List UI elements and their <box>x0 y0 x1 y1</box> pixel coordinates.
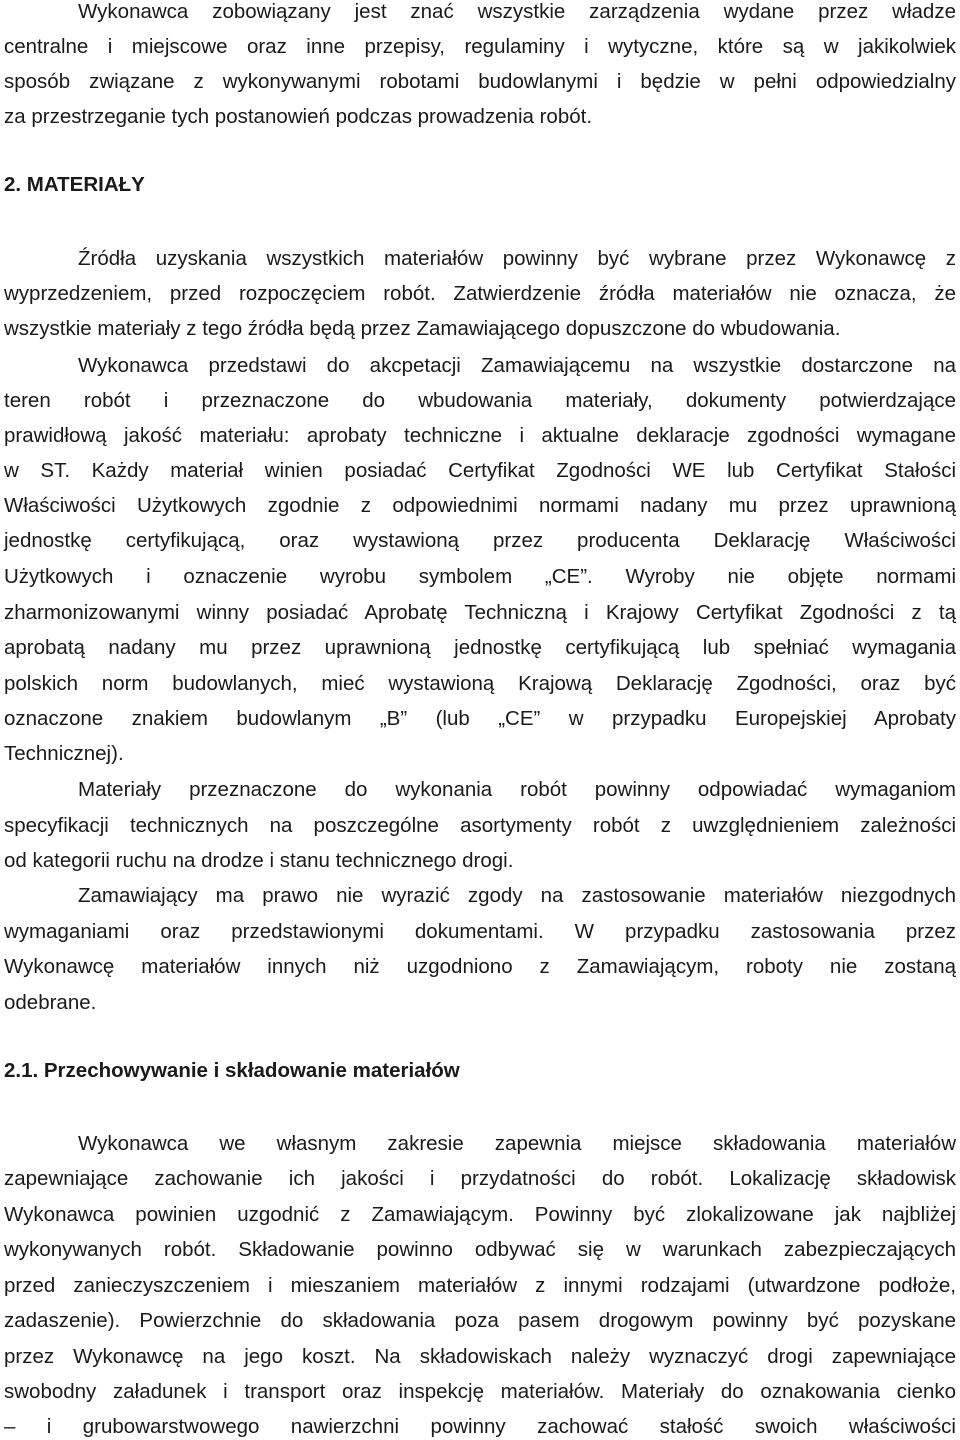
text-line: Wykonawca zobowiązany jest znać wszystkie zarządzenia wydane przez władze <box>78 0 956 23</box>
text-line: sposób związane z wykonywanymi robotami budowlanymi i będzie w pełni odpowiedzialny <box>4 70 956 93</box>
text-line: Wykonawca we własnym zakresie zapewnia miejsce składowania materiałów <box>78 1132 956 1155</box>
text-line: za przestrzeganie tych postanowień podczas prowadzenia robót. <box>4 105 593 128</box>
text-line: wykonywanych robót. Składowanie powinno odbywać się w warunkach zabezpieczających <box>4 1238 956 1261</box>
text-line: jednostkę certyfikującą, oraz wystawioną przez producenta Deklarację Właściwości <box>4 529 956 552</box>
text-line: zadaszenie). Powierzchnie do składowania poza pasem drogowym powinny być pozyskane <box>4 1309 956 1332</box>
text-line: prawidłową jakość materiału: aprobaty techniczne i aktualne deklaracje zgodności wymagane <box>4 424 956 447</box>
section-heading: 2.1. Przechowywanie i składowanie materiałów <box>4 1059 460 1082</box>
text-line: polskich norm budowlanych, mieć wystawioną Krajową Deklarację Zgodności, oraz być <box>4 672 956 695</box>
text-line: w ST. Każdy materiał winien posiadać Certyfikat Zgodności WE lub Certyfikat Stałości <box>4 459 956 482</box>
text-line: od kategorii ruchu na drodze i stanu technicznego drogi. <box>4 849 514 872</box>
text-line: Wykonawca przedstawi do akcpetacji Zamawiającemu na wszystkie dostarczone na <box>78 354 956 377</box>
text-line: teren robót i przeznaczone do wbudowania materiały, dokumenty potwierdzające <box>4 389 956 412</box>
text-line: Zamawiający ma prawo nie wyrazić zgody na zastosowanie materiałów niezgodnych <box>78 884 956 907</box>
text-line: odebrane. <box>4 991 97 1014</box>
text-line: Właściwości Użytkowych zgodnie z odpowiednimi normami nadany mu przez uprawnioną <box>4 494 956 517</box>
text-line: zharmonizowanymi winny posiadać Aprobatę Techniczną i Krajowy Certyfikat Zgodności z tą <box>4 601 956 624</box>
text-line: przed zanieczyszczeniem i mieszaniem materiałów z innymi rodzajami (utwardzone podłoże, <box>4 1274 956 1297</box>
text-line: Wykonawcę materiałów innych niż uzgodniono z Zamawiającym, roboty nie zostaną <box>4 955 956 978</box>
text-line: Materiały przeznaczone do wykonania robót powinny odpowiadać wymaganiom <box>78 778 956 801</box>
text-line: oznaczone znakiem budowlanym „B” (lub „CE” w przypadku Europejskiej Aprobaty <box>4 707 956 730</box>
text-line: centralne i miejscowe oraz inne przepisy, regulaminy i wytyczne, które są w jakikolwiek <box>4 35 956 58</box>
text-line: wszystkie materiały z tego źródła będą przez Zamawiającego dopuszczone do wbudowania. <box>4 317 841 340</box>
text-line: Źródła uzyskania wszystkich materiałów powinny być wybrane przez Wykonawcę z <box>78 247 956 270</box>
text-line: Wykonawca powinien uzgodnić z Zamawiającym. Powinny być zlokalizowane jak najbliżej <box>4 1203 956 1226</box>
text-line: wymaganiami oraz przedstawionymi dokumentami. W przypadku zastosowania przez <box>4 920 956 943</box>
text-line: zapewniające zachowanie ich jakości i przydatności do robót. Lokalizację składowisk <box>4 1167 956 1190</box>
text-line: – i grubowarstwowego nawierzchni powinny zachować stałość swoich właściwości <box>4 1415 956 1438</box>
text-line: Użytkowych i oznaczenie wyrobu symbolem „CE”. Wyroby nie objęte normami <box>4 565 956 588</box>
text-line: specyfikacji technicznych na poszczególne asortymenty robót z uwzględnieniem zależności <box>4 814 956 837</box>
text-line: wyprzedzeniem, przed rozpoczęciem robót. Zatwierdzenie źródła materiałów nie oznacza, że <box>4 282 956 305</box>
text-line: Technicznej). <box>4 742 124 765</box>
text-line: aprobatą nadany mu przez uprawnioną jednostkę certyfikującą lub spełniać wymagania <box>4 636 956 659</box>
text-line: swobodny załadunek i transport oraz inspekcję materiałów. Materiały do oznakowania cienko <box>4 1380 956 1403</box>
text-line: przez Wykonawcę na jego koszt. Na składowiskach należy wyznaczyć drogi zapewniające <box>4 1345 956 1368</box>
section-heading: 2. MATERIAŁY <box>4 173 145 196</box>
